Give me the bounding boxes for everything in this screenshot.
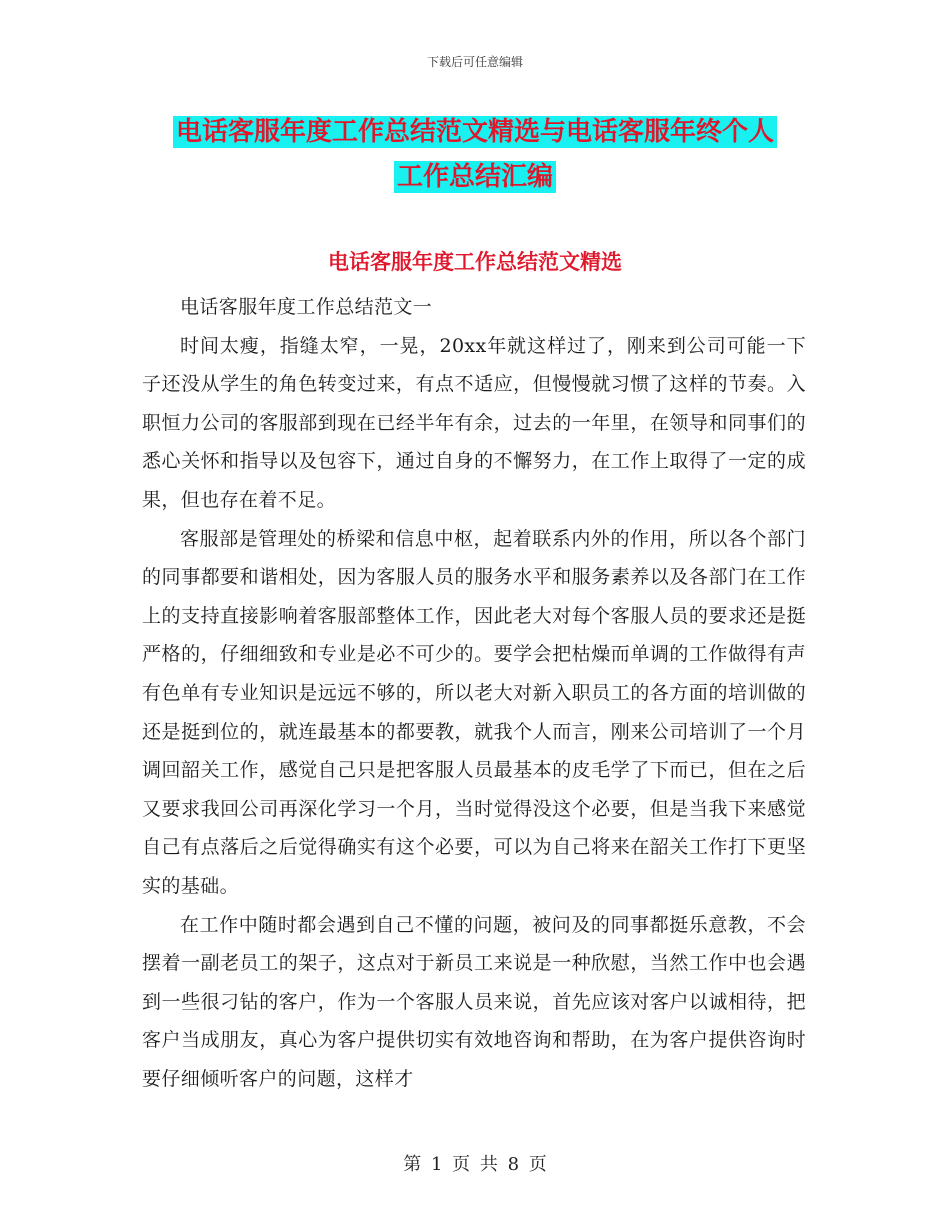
- document-title-line-1: 电话客服年度工作总结范文精选与电话客服年终个人: [173, 116, 777, 148]
- document-title-line-2: 工作总结汇编: [394, 161, 556, 193]
- document-title: [140, 110, 810, 200]
- body-paragraph: 客服部是管理处的桥梁和信息中枢，起着联系内外的作用，所以各个部门的同事都要和谐相处，因为客服人员的服务水平和服务素养以及各部门在工作上的支持直接影响着客服部整体工作，因此老大对每个客服人员的要求还是挺严格的，仔细细致和专业是必不可少的。要学会把枯燥而单调的工作做得有声有色单有专业知识是远远不够的，所以老大对新入职员工的各方面的培训做的还是挺到位的，就连最基本的都要教，就我个人而言，刚来公司培训了一个月调回韶关工作，感觉自己只是把客服人员最基本的皮毛学了下而已，但在之后又要求我回公司再深化学习一个月，当时觉得没这个必要，但是当我下来感觉自己有点落后之后觉得确实有这个必要，可以为自己将来在韶关工作打下更坚实的基础。: [142, 527, 806, 897]
- page-header-note: 下载后可任意编辑: [426, 55, 523, 69]
- body-paragraph: 时间太瘦，指缝太窄，一晃，20xx年就这样过了，刚来到公司可能一下子还没从学生的角色转变过来，有点不适应，但慢慢就习惯了这样的节奏。入职恒力公司的客服部到现在已经半年有余，过去的一年里，在领导和同事们的悉心关怀和指导以及包容下，通过自身的不懈努力，在工作上取得了一定的成果，但也存在着不足。: [142, 334, 806, 511]
- document-body: [142, 288, 806, 1098]
- body-paragraph: 在工作中随时都会遇到自己不懂的问题，被问及的同事都挺乐意教，不会摆着一副老员工的架子，这点对于新员工来说是一种欣慰，当然工作中也会遇到一些很刁钻的客户，作为一个客服人员来说，首先应该对客户以诚相待，把客户当成朋友，真心为客户提供切实有效地咨询和帮助，在为客户提供咨询时要仔细倾听客户的问题，这样才: [142, 913, 806, 1090]
- page-footer: 第 1 页 共 8 页: [403, 1154, 547, 1175]
- section-title: 电话客服年度工作总结范文精选: [328, 250, 622, 274]
- essay-subtitle: 电话客服年度工作总结范文一: [180, 296, 433, 318]
